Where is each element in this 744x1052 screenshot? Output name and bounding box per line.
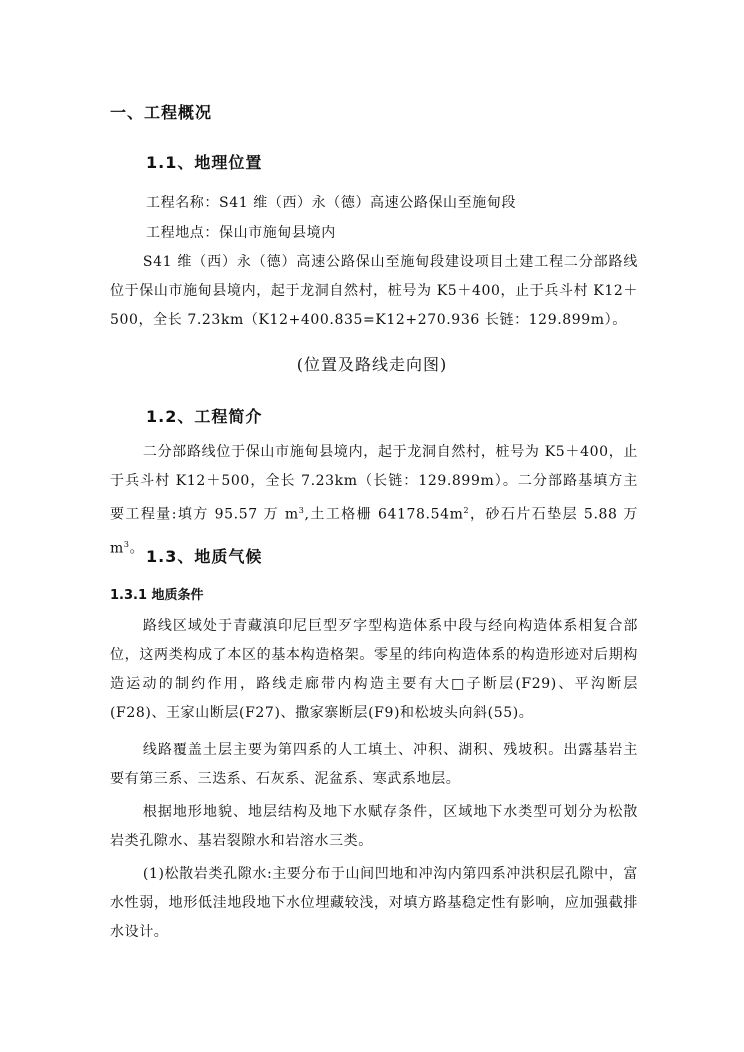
- geology-paragraph-3: 根据地形地貌、地层结构及地下水赋存条件，区域地下水类型可划分为松散岩类孔隙水、基岩裂隙水和岩溶水三类。: [110, 804, 638, 849]
- heading-geology-climate: 1.3、地质气候: [146, 547, 263, 566]
- intro-text-a: 二分部路线位于保山市施甸县境内，起于龙洞自然村，桩号为 K5＋400，止于兵斗村 K12＋500，全长 7.23km（长链：129.899m）。二分部路基填方主要工程量:填方 95.57 万 m: [110, 444, 638, 523]
- superscript-cubic-1: 3: [298, 506, 305, 515]
- project-site-line: 工程地点：保山市施甸县境内: [146, 225, 336, 241]
- project-name-line: 工程名称：S41 维（西）永（德）高速公路保山至施甸段: [146, 195, 517, 211]
- figure-caption: (位置及路线走向图): [296, 355, 448, 374]
- heading-geographic-location: 1.1、地理位置: [146, 153, 263, 172]
- intro-text-b: ,土工格栅 64178.54m: [304, 506, 464, 523]
- geology-paragraph-4: (1)松散岩类孔隙水:主要分布于山间凹地和冲沟内第四系冲洪积层孔隙中，富水性弱，地形低洼地段地下水位埋藏较浅，对填方路基稳定性有影响，应加强截排水设计。: [110, 866, 638, 940]
- superscript-square: 2: [463, 506, 470, 515]
- section-heading-project-overview: 一、工程概况: [110, 103, 213, 122]
- subheading-geological-conditions: 1.3.1 地质条件: [110, 588, 204, 603]
- heading-project-introduction: 1.2、工程简介: [146, 407, 263, 426]
- intro-text-c: ，砂石片石垫层 5.88 万 m: [110, 506, 638, 557]
- superscript-cubic-2: 3: [123, 539, 130, 549]
- intro-text-d: 。: [129, 540, 145, 557]
- location-paragraph: S41 维（西）永（德）高速公路保山至施甸段建设项目土建工程二分部路线位于保山市施甸县境内，起于龙洞自然村，桩号为 K5＋400，止于兵斗村 K12＋500，全长 7.23km（K12+400.835=K12+270.936 长链：129.899m）。: [110, 254, 638, 328]
- geology-paragraph-1: 路线区域处于青藏滇印尼巨型歹字型构造体系中段与经向构造体系相复合部位，这两类构成了本区的基本构造格架。零星的纬向构造体系的构造形迹对后期构造运动的制约作用，路线走廊带内构造主要有大□子断层(F29)、平沟断层(F28)、王家山断层(F27)、撒家寨断层(F9)和松坡头向斜(55)。: [110, 618, 638, 721]
- geology-paragraph-2: 线路覆盖土层主要为第四系的人工填土、冲积、湖积、残坡积。出露基岩主要有第三系、三迭系、石灰系、泥盆系、寒武系地层。: [110, 742, 638, 787]
